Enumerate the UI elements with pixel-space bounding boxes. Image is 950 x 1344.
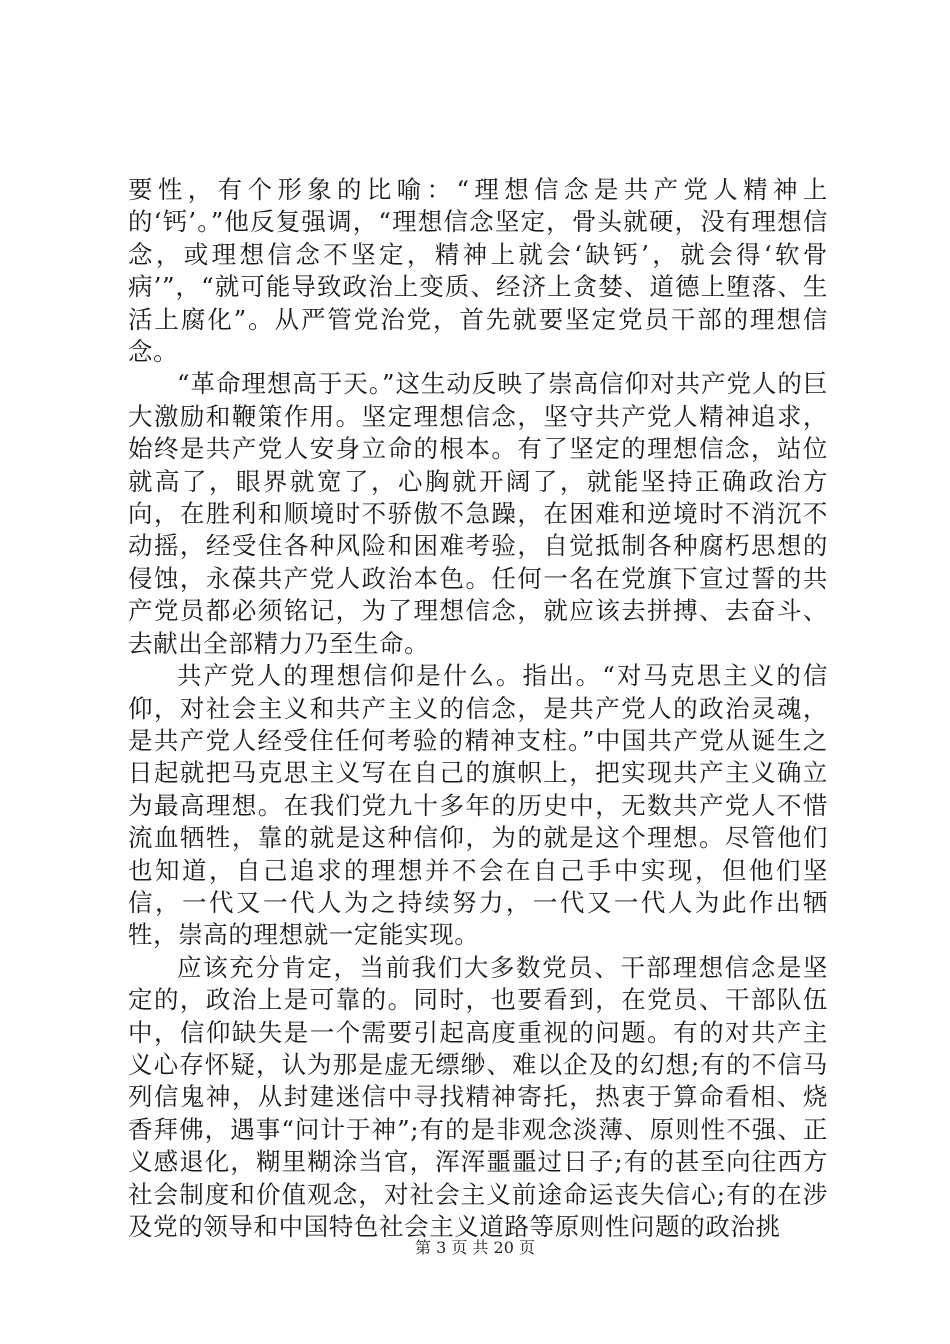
paragraph-4: 应该充分肯定，当前我们大多数党员、干部理想信念是坚定的，政治上是可靠的。同时，也要看到，在党员、干部队伍中，信仰缺失是一个需要引起高度重视的问题。有的对共产主义心存怀疑，认为那是虚无缥缈、难以企及的幻想;有的不信马列信鬼神，从封建迷信中寻找精神寄托，热衷于算命看相、烧香拜佛，遇事“问计于神”;有的是非观念淡薄、原则性不强、正义感退化，糊里糊涂当官，浑浑噩噩过日子;有的甚至向往西方社会制度和价值观念，对社会主义前途命运丧失信心;有的在涉及党的领导和中国特色社会主义道路等原则性问题的政治挑 [128,952,828,1241]
paragraph-2: “革命理想高于天。”这生动反映了崇高信仰对共产党人的巨大激励和鞭策作用。坚定理想信念，坚守共产党人精神追求，始终是共产党人安身立命的根本。有了坚定的理想信念，站位就高了，眼界就宽了，心胸就开阔了，就能坚持正确政治方向，在胜利和顺境时不骄傲不急躁，在困难和逆境时不消沉不动摇，经受住各种风险和困难考验，自觉抵制各种腐朽思想的侵蚀，永葆共产党人政治本色。任何一名在党旗下宣过誓的共产党员都必须铭记，为了理想信念，就应该去拼搏、去奋斗、去献出全部精力乃至生命。 [128,369,828,658]
page-number-footer: 第 3 页 共 20 页 [415,1238,535,1257]
paragraph-3: 共产党人的理想信仰是什么。指出。“对马克思主义的信仰，对社会主义和共产主义的信念，是共产党人的政治灵魂，是共产党人经受住任何考验的精神支柱。”中国共产党从诞生之日起就把马克思主义写在自己的旗帜上，把实现共产主义确立为最高理想。在我们党九十多年的历史中，无数共产党人不惜流血牺牲，靠的就是这种信仰，为的就是这个理想。尽管他们也知道，自己追求的理想并不会在自己手中实现，但他们坚信，一代又一代人为之持续努力，一代又一代人为此作出牺牲，崇高的理想就一定能实现。 [128,661,828,950]
paragraph-1: 要性，有个形象的比喻：“理想信念是共产党人精神上的‘钙’。”他反复强调，“理想信念坚定，骨头就硬，没有理想信念，或理想信念不坚定，精神上就会‘缺钙’，就会得‘软骨病’”，“就可能导致政治上变质、经济上贪婪、道德上堕落、生活上腐化”。从严管党治党，首先就要坚定党员干部的理想信念。 [128,175,828,367]
document-body [128,174,828,1243]
